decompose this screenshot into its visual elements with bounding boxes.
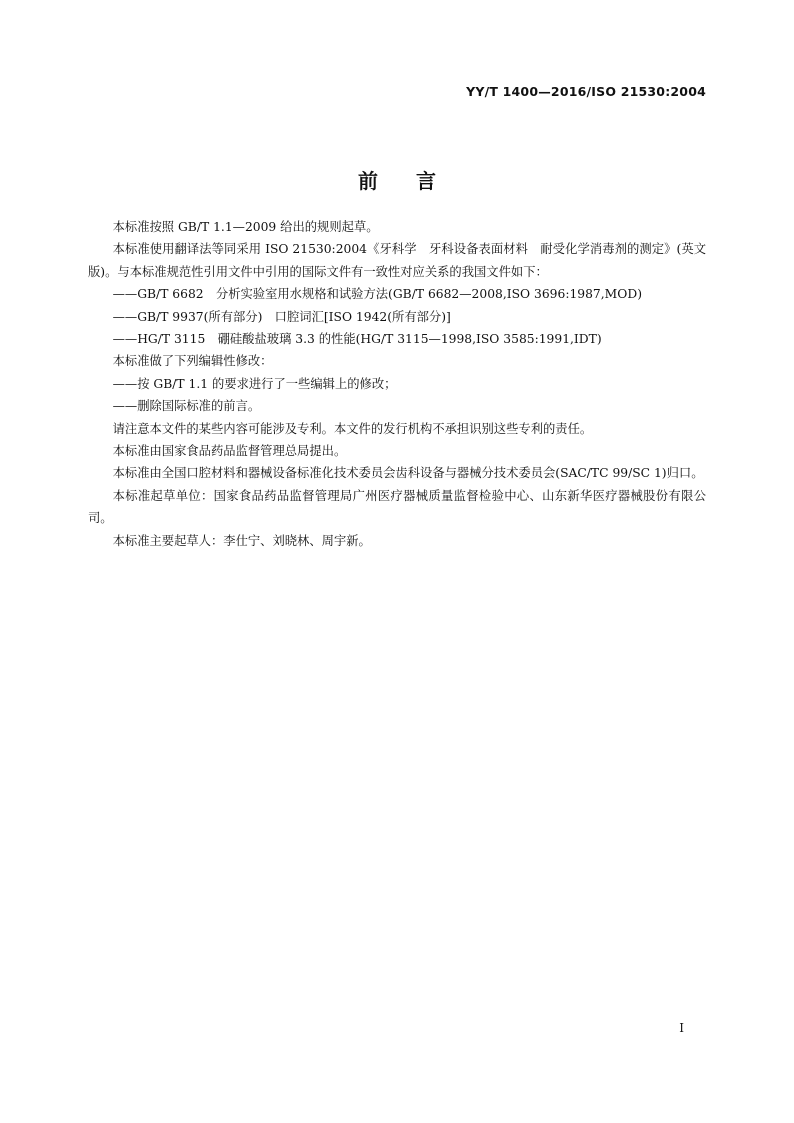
list-item-hgt3115: ——HG/T 3115 硼硅酸盐玻璃 3.3 的性能(HG/T 3115—1998,ISO 3585:1991,IDT) [112, 332, 602, 347]
list-item-gbt9937: ——GB/T 9937(所有部分) 口腔词汇[ISO 1942(所有部分)] [112, 309, 451, 324]
paragraph-editorial-changes: 本标准做了下列编辑性修改： [112, 354, 273, 369]
list-item-edit-1: ——按 GB/T 1.1 的要求进行了一些编辑上的修改； [112, 376, 397, 391]
list-item-edit-2: ——删除国际标准的前言。 [112, 399, 261, 414]
paragraph-drafting-rules: 本标准按照 GB/T 1.1—2009 给出的规则起草。 [112, 220, 379, 234]
paragraph-drafting-units: 本标准起草单位：国家食品药品监督管理局广州医疗器械质量监督检验中心、山东新华医疗器械股份有限公司。 [88, 488, 706, 526]
page-title: 前言 [358, 169, 474, 194]
standard-code: YY/T 1400—2016/ISO 21530:2004 [466, 84, 706, 99]
list-item-gbt6682: ——GB/T 6682 分析实验室用水规格和试验方法(GB/T 6682—2008,ISO 3696:1987,MOD) [112, 287, 642, 302]
paragraph-centralized-by: 本标准由全国口腔材料和器械设备标准化技术委员会齿科设备与器械分技术委员会(SAC/TC 99/SC 1)归口。 [112, 466, 704, 481]
paragraph-drafters: 本标准主要起草人：李仕宁、刘晓林、周宇新。 [112, 533, 371, 548]
paragraph-adoption: 本标准使用翻译法等同采用 ISO 21530:2004《牙科学 牙科设备表面材料 耐受化学消毒剂的测定》(英文版)。与本标准规范性引用文件中引用的国际文件有一致性对应关系的我国文件如下： [88, 242, 706, 279]
paragraph-patent-notice: 请注意本文件的某些内容可能涉及专利。本文件的发行机构不承担识别这些专利的责任。 [112, 421, 593, 436]
paragraph-proposed-by: 本标准由国家食品药品监督管理总局提出。 [112, 444, 347, 459]
page-number: I [679, 1021, 684, 1035]
foreword-body [88, 216, 706, 552]
